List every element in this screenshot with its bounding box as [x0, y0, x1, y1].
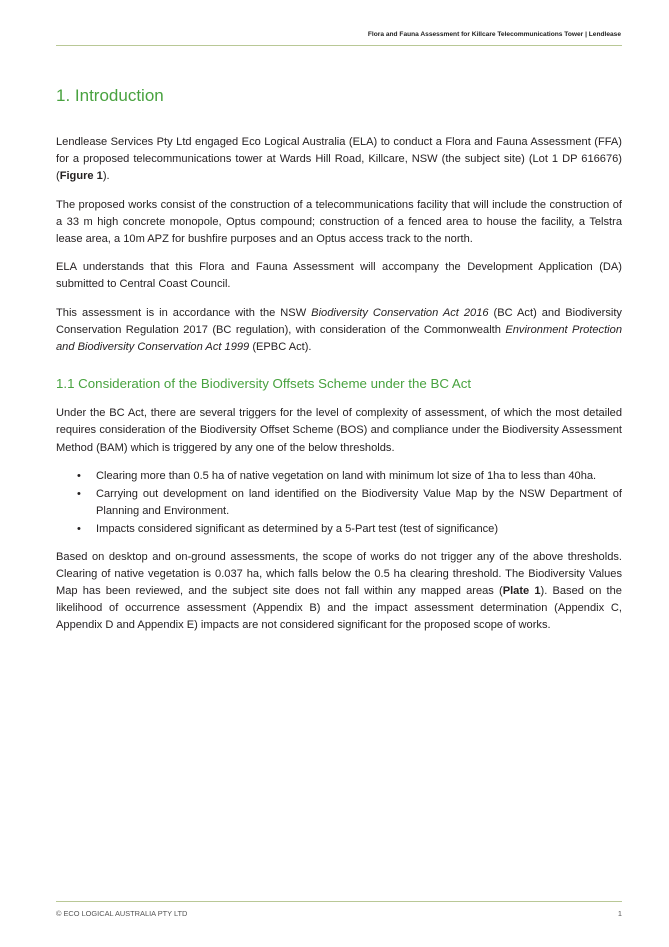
bullet-icon: •	[77, 488, 81, 501]
subsection-heading-bos: 1.1 Consideration of the Biodiversity Offsets Scheme under the BC Act	[56, 376, 472, 392]
list-item	[77, 521, 622, 538]
intro-paragraph-3: ELA understands that this Flora and Fauna Assessment will accompany the Development Application (DA) submitted to Central Coast Council.	[56, 261, 622, 291]
list-item	[77, 486, 622, 520]
list-item-text: Carrying out development on land identified on the Biodiversity Value Map by the NSW Department of Planning and Environment.	[96, 488, 622, 518]
footer-copyright: © ECO LOGICAL AUSTRALIA PTY LTD	[56, 909, 188, 918]
intro-p4-text-c: (EPBC Act).	[249, 341, 312, 354]
figure-1-reference: Figure 1	[59, 170, 103, 183]
bos-paragraph-2	[56, 549, 622, 635]
header-divider	[56, 45, 622, 46]
bullet-icon: •	[77, 523, 81, 536]
bc-act-title: Biodiversity Conservation Act 2016	[311, 306, 489, 319]
bullet-icon: •	[77, 469, 81, 482]
plate-1-reference: Plate 1	[502, 585, 541, 598]
intro-p1-text-a: Lendlease Services Pty Ltd engaged Eco Logical Australia (ELA) to conduct a Flora and Fauna Assessment (FFA) for a proposed telecommunications tower at Wards Hill Road, Killcare, NSW (the subject site) (Lot 1 DP 616676) (	[56, 136, 622, 183]
bos-paragraph-1: Under the BC Act, there are several triggers for the level of complexity of assessment, of which the most detailed requires consideration of the Biodiversity Offset Scheme (BOS) and compliance under the Biodiversity Assessment Method (BAM) which is triggered by any one of the below thresholds.	[56, 407, 622, 454]
list-item	[77, 468, 622, 485]
page-number: 1	[617, 909, 622, 918]
running-header: Flora and Fauna Assessment for Killcare Telecommunications Tower | Lendlease	[367, 31, 621, 38]
intro-p4-text-a: This assessment is in accordance with the NSW	[56, 306, 312, 319]
intro-p1-text-b: ).	[102, 170, 110, 183]
threshold-list	[56, 468, 622, 539]
bos-p2-text-b: ). Based on the likelihood of occurrence assessment (Appendix B) and the impact assessment determination (Appendix C, Appendix D and Appendix E) impacts are not considered significant for the proposed scope of works.	[56, 585, 622, 632]
bos-p2-text-a: Based on desktop and on-ground assessments, the scope of works do not trigger any of the above thresholds. Clearing of native vegetation is 0.037 ha, which falls below the 0.5 ha clearing threshold. The Biodiversity Values Map has been reviewed, and the subject site does not fall within any mapped areas (	[56, 550, 622, 598]
intro-paragraph-4	[56, 305, 622, 357]
intro-p4-text-b: (BC Act) and Biodiversity Conservation Regulation 2017 (BC regulation), with consideration of the Commonwealth	[56, 306, 622, 336]
list-item-text: Clearing more than 0.5 ha of native vegetation on land with minimum lot size of 1ha to less than 40ha.	[96, 469, 597, 482]
list-item-text: Impacts considered significant as determined by a 5-Part test (test of significance)	[96, 523, 499, 536]
footer-divider	[56, 901, 622, 902]
epbc-act-title: Environment Protection and Biodiversity Conservation Act 1999	[56, 323, 622, 354]
page-content	[56, 84, 622, 646]
section-heading-introduction: 1. Introduction	[56, 86, 164, 105]
intro-paragraph-2: The proposed works consist of the construction of a telecommunications facility that will include the construction of a 33 m high concrete monopole, Optus compound; construction of a fenced area to house the facility, a Telstra lease area, a 10m APZ for bushfire purposes and an Optus access track to the north.	[56, 198, 622, 246]
intro-paragraph-1	[56, 134, 622, 186]
